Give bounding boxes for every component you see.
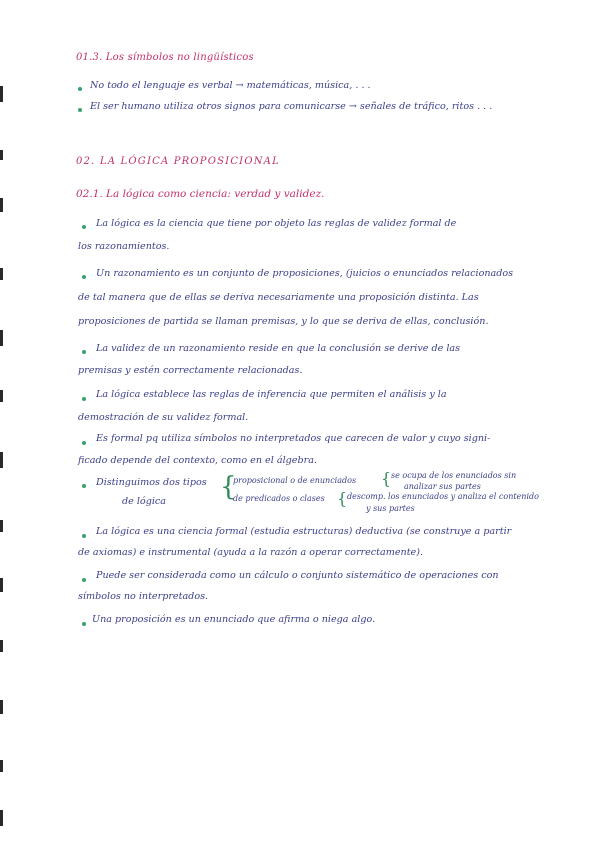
bullet-dot	[82, 622, 86, 626]
bullet-dot	[78, 108, 82, 112]
brace-icon: {	[337, 489, 348, 508]
logic-type-note: descomp. los enunciados y analiza el contenido	[347, 492, 539, 501]
paragraph-line: ficado depende del contexto, como en el álgebra.	[78, 455, 317, 466]
logic-type-note: analizar sus partes	[404, 482, 481, 491]
paragraph-line: Puede ser considerada como un cálculo o conjunto sistemático de operaciones con	[96, 570, 499, 581]
section-02-title: 02. LA LÓGICA PROPOSICIONAL	[76, 156, 280, 167]
list-item: El ser humano utiliza otros signos para comunicarse → señales de tráfico, ritos . . .	[90, 101, 493, 112]
types-lead: Distinguimos dos tipos	[96, 477, 207, 488]
bullet-dot	[82, 275, 86, 279]
paragraph-line: La lógica es una ciencia formal (estudia estructuras) deductiva (se construye a partir	[96, 526, 512, 537]
bullet-dot	[82, 225, 86, 229]
paragraph-line: La lógica es la ciencia que tiene por objeto las reglas de validez formal de	[96, 218, 457, 229]
bullet-dot	[82, 397, 86, 401]
logic-type-note: y sus partes	[366, 504, 415, 513]
paragraph-line: Un razonamiento es un conjunto de proposiciones, (juicios o enunciados relacionados	[96, 268, 514, 279]
paragraph-line: demostración de su validez formal.	[78, 412, 249, 423]
paragraph-line: de axiomas) e instrumental (ayuda a la razón a operar correctamente).	[78, 547, 424, 558]
paragraph-line: La lógica establece las reglas de inferencia que permiten el análisis y la	[96, 389, 447, 400]
brace-icon: {	[220, 472, 237, 502]
paragraph-line: de tal manera que de ellas se deriva necesariamente una proposición distinta. Las	[78, 292, 479, 303]
paragraph-line: símbolos no interpretados.	[78, 591, 209, 602]
bullet-dot	[78, 87, 82, 91]
logic-type-note: se ocupa de los enunciados sin	[391, 471, 517, 480]
paragraph-line: La validez de un razonamiento reside en que la conclusión se derive de las	[96, 343, 461, 354]
section-013-title: 01.3. Los símbolos no lingüísticos	[76, 52, 254, 63]
section-021-title: 02.1. La lógica como ciencia: verdad y validez.	[76, 188, 325, 200]
paragraph-line: Es formal pq utiliza símbolos no interpretados que carecen de valor y cuyo signi-	[96, 433, 491, 444]
paragraph-line: premisas y estén correctamente relacionadas.	[78, 365, 303, 376]
brace-icon: {	[381, 469, 392, 488]
bullet-dot	[82, 350, 86, 354]
logic-type: de predicados o clases	[233, 494, 325, 503]
paragraph-line: proposiciones de partida se llaman premisas, y lo que se deriva de ellas, conclusión.	[78, 316, 489, 327]
paragraph-line: Una proposición es un enunciado que afirma o niega algo.	[92, 614, 376, 625]
list-item: No todo el lenguaje es verbal → matemáticas, música, . . .	[90, 80, 371, 91]
bullet-dot	[82, 578, 86, 582]
bullet-dot	[82, 534, 86, 538]
paragraph-line: los razonamientos.	[78, 241, 170, 252]
binding-marks	[0, 0, 6, 848]
bullet-dot	[82, 441, 86, 445]
logic-type: proposicional o de enunciados	[233, 476, 357, 485]
bullet-dot	[82, 484, 86, 488]
types-lead: de lógica	[122, 496, 167, 507]
